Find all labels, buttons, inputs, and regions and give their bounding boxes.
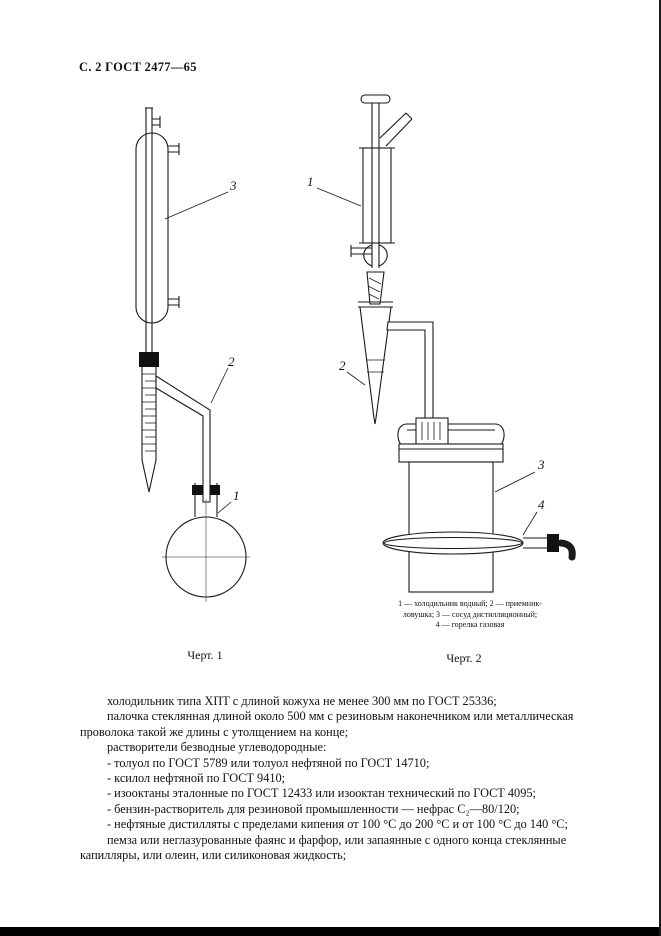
fig1-leader-lines: [165, 192, 231, 513]
fig1-label-flask: 1: [233, 488, 240, 503]
fig1-condenser: [136, 108, 179, 352]
list-item-nefras: - бензин-растворитель для резиновой промышленности — нефрас С₂—80/120;: [107, 801, 520, 816]
paragraph-pumice: пемза или неглазурованные фаянс и фарфор, или запаянные с одного конца стеклянные капилляры, или олеин, или силиконовая жидкость;: [80, 832, 567, 863]
fig1-receiver-tube: [139, 352, 159, 492]
fig2-label-vessel: 3: [538, 457, 545, 472]
paragraph-glass-rod: палочка стеклянная длиной около 500 мм с резиновым наконечником или металлическая проволока такой же длины с утолщением на конце;: [80, 709, 574, 739]
fig1-labels: [228, 178, 240, 503]
fig2-lid-clamp: [398, 418, 504, 462]
fig2-vessel: [409, 462, 493, 592]
fig2-label-condenser: 1: [307, 174, 314, 189]
body-text: [80, 694, 582, 863]
fig2-trap: [358, 302, 433, 424]
figure2-caption: Черт. 2: [446, 651, 482, 665]
fig1-label-condenser: 3: [230, 178, 237, 193]
fig2-label-burner: 4: [538, 497, 545, 512]
page-header: С. 2 ГОСТ 2477—65: [79, 60, 197, 74]
paragraph-solvents-heading: растворители безводные углеводородные:: [107, 740, 327, 755]
figure2-apparatus-drawing: [295, 88, 595, 618]
list-item-isooctane: - изооктаны эталонные по ГОСТ 12433 или изооктан технический по ГОСТ 4095;: [107, 786, 536, 801]
fig1-side-arm: [156, 376, 210, 502]
figure2-legend-line: ловушка; 3 — сосуд дистилляционный;: [402, 609, 538, 619]
fig2-label-trap: 2: [339, 358, 346, 373]
figure2-legend-line: 1 — холодильник водный; 2 — приемник-: [398, 599, 542, 608]
fig2-condenser: [351, 95, 412, 304]
figure2-legend-line: 4 — горелка газовая: [435, 620, 505, 629]
list-item-xylene: - ксилол нефтяной по ГОСТ 9410;: [107, 771, 286, 786]
figure2-legend: [372, 599, 568, 631]
list-item-distillates: - нефтяные дистилляты с пределами кипения от 100 °С до 200 °С и от 100 °С до 140 °С;: [107, 817, 568, 832]
list-item-toluene: - толуол по ГОСТ 5789 или толуол нефтяной по ГОСТ 14710;: [107, 755, 430, 770]
fig1-label-trap-arm: 2: [228, 354, 235, 369]
scan-edge-bottom: [0, 927, 661, 936]
figure1-apparatus-drawing: [70, 100, 300, 660]
figure1-caption: Черт. 1: [187, 648, 223, 662]
paragraph-condenser: холодильник типа ХПТ с длиной кожуха не менее 300 мм по ГОСТ 25336;: [107, 694, 497, 708]
